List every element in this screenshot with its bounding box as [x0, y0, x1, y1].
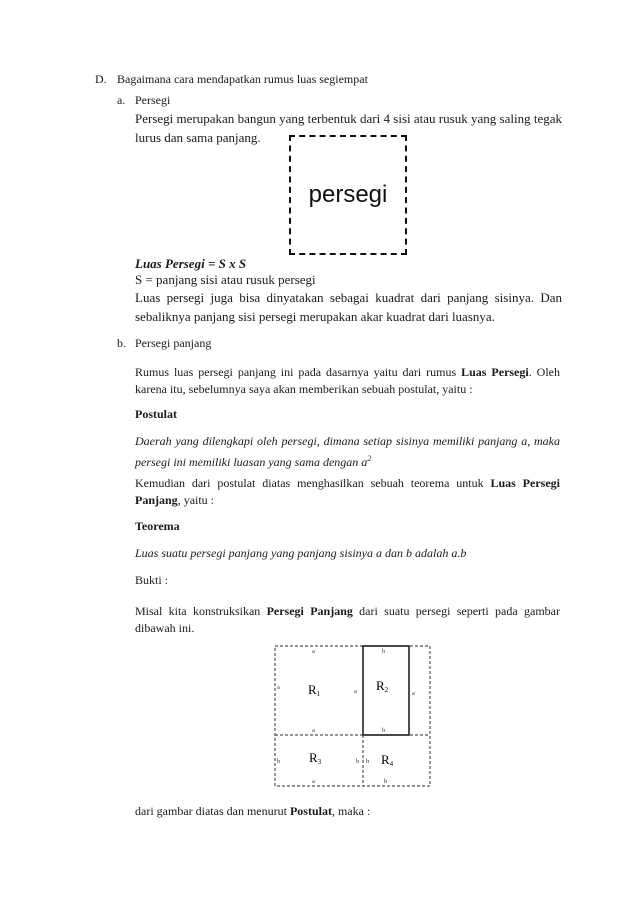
pp-paragraph-3-bold: Persegi Panjang — [266, 604, 353, 618]
teorema-text: Luas suatu persegi panjang yang panjang sisinya a dan b adalah a.b — [135, 546, 467, 560]
teorema-heading: Teorema — [135, 519, 180, 533]
postulat-heading: Postulat — [135, 407, 177, 421]
pp-paragraph-1: Rumus luas persegi panjang ini pada dasarnya yaitu dari rumus Luas Persegi. Oleh karena itu, sebelumnya saya akan memberikan sebuah postulat, yaitu : — [135, 365, 561, 396]
persegi-formula: Luas Persegi = S x S — [135, 256, 247, 271]
persegi-intro: Persegi merupakan bangun yang terbentuk dari 4 sisi atau rusuk yang saling tegak lurus dan sama panjang. — [135, 111, 562, 145]
side-label: b — [356, 758, 360, 765]
pp-paragraph-1-bold: Luas Persegi — [461, 365, 529, 379]
persegi-note: Luas persegi juga bisa dinyatakan sebagai kuadrat dari panjang sisinya. Dan sebaliknya panjang sisi persegi merupakan akar kuadrat dari luasnya. — [135, 290, 562, 324]
side-label: a — [412, 690, 415, 697]
persegi-figure — [289, 135, 407, 255]
item-b-marker: b. — [117, 336, 126, 350]
region-label-r2: R2 — [376, 678, 389, 694]
pp-paragraph-2-bold: Luas Persegi Panjang — [135, 476, 560, 507]
region-label-r4: R4 — [381, 752, 394, 768]
side-label: b — [384, 778, 388, 785]
side-label: a — [312, 648, 315, 655]
side-label: a — [354, 688, 357, 695]
postulat-superscript: 2 — [367, 454, 372, 463]
side-label: b — [277, 758, 281, 765]
region-label-r1: R1 — [308, 682, 321, 698]
section-heading: Bagaimana cara mendapatkan rumus luas segiempat — [117, 72, 368, 86]
closing-line-bold: Postulat — [289, 804, 332, 818]
region-label-r3: R3 — [309, 750, 322, 766]
closing-line: dari gambar diatas dan menurut Postulat, maka : — [135, 804, 371, 818]
postulat-text: Daerah yang dilengkapi oleh persegi, dimana setiap sisinya memiliki panjang a, maka persegi ini memiliki luasan yang sama dengan $a^2$ — [135, 434, 560, 469]
outer-square — [275, 646, 430, 786]
item-a-marker: a. — [117, 93, 126, 107]
side-label: a — [277, 684, 280, 691]
side-label: b — [382, 727, 386, 734]
side-label: a — [312, 727, 315, 734]
pp-paragraph-2: Kemudian dari postulat diatas menghasilkan sebuah teorema untuk Luas Persegi Panjang, yaitu : — [135, 476, 560, 507]
persegi-figure-label: persegi — [308, 181, 388, 208]
rectangle-construction-diagram — [272, 643, 434, 791]
bukti-label: Bukti : — [135, 573, 169, 587]
pp-paragraph-3: Misal kita konstruksikan Persegi Panjang dari suatu persegi seperti pada gambar dibawah ini. — [135, 604, 560, 635]
item-b-title: Persegi panjang — [135, 336, 212, 350]
section-marker: D. — [95, 72, 107, 86]
side-label: b — [366, 758, 370, 765]
persegi-s-definition: S = panjang sisi atau rusuk persegi — [135, 272, 316, 287]
item-a-title: Persegi — [135, 93, 171, 107]
side-label: b — [382, 648, 386, 655]
side-label: a — [312, 778, 315, 785]
